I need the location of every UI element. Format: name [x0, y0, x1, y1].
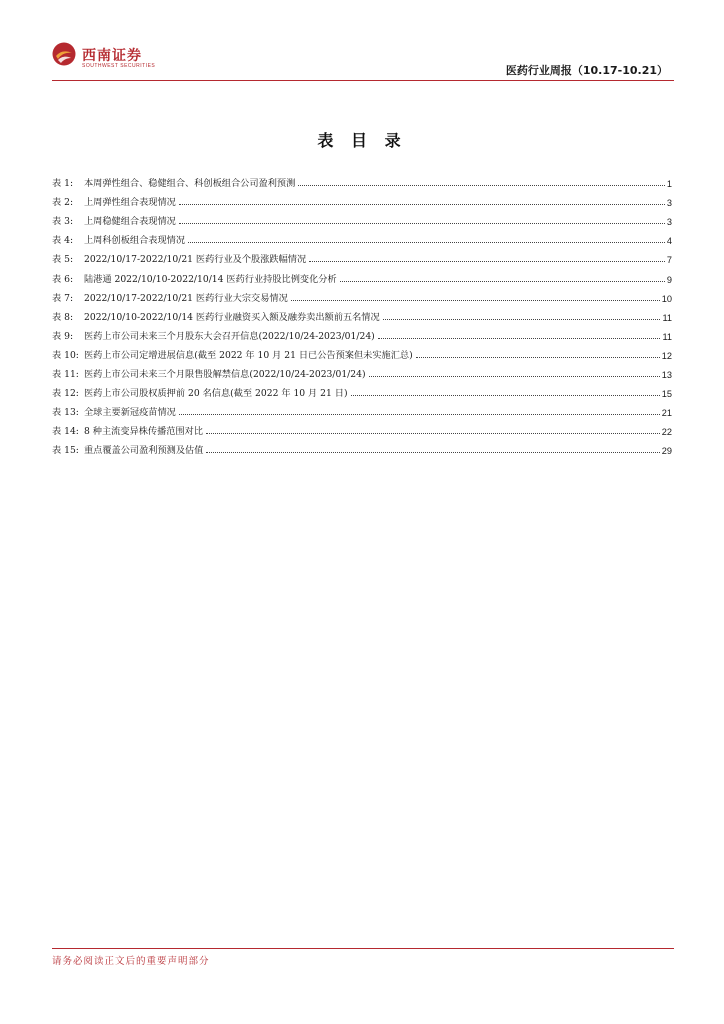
toc-entry-number: 表 6:: [52, 273, 74, 285]
toc-entry-label: [52, 309, 380, 323]
toc-leader-dots: [378, 338, 661, 339]
toc-entry[interactable]: [52, 399, 672, 418]
toc-leader-dots: [291, 300, 660, 301]
toc-entry-page: 22: [661, 427, 672, 438]
toc-entry-title: 2022/10/17-2022/10/21 医药行业及个股涨跌幅情况: [84, 254, 307, 266]
toc-entry[interactable]: [52, 304, 672, 323]
toc-entry-page: 11: [662, 331, 672, 342]
toc-leader-dots: [416, 357, 660, 358]
toc-leader-dots: [179, 204, 665, 205]
table-of-tables: [52, 170, 672, 456]
toc-entry-page: 7: [666, 255, 672, 266]
toc-entry[interactable]: [52, 208, 672, 227]
toc-entry-title: 2022/10/10-2022/10/14 医药行业融资买入额及融券卖出额前五名情况: [84, 311, 380, 323]
footer-disclaimer: 请务必阅读正文后的重要声明部分: [52, 956, 210, 967]
toc-entry[interactable]: [52, 342, 672, 361]
toc-entry-title: 重点覆盖公司盈利预测及估值: [84, 445, 204, 457]
toc-entry-page: 3: [666, 217, 672, 228]
toc-entry-label: [52, 366, 366, 380]
toc-entry-number: 表 1:: [52, 178, 74, 190]
toc-entry[interactable]: [52, 380, 672, 399]
toc-entry-number: 表 4:: [52, 235, 74, 247]
toc-entry-title: 医药上市公司未来三个月股东大会召开信息(2022/10/24-2023/01/24): [84, 330, 375, 342]
report-title: 医药行业周报（10.17-10.21）: [505, 64, 668, 77]
toc-entry-number: 表 11:: [52, 369, 79, 381]
footer-divider: [52, 948, 674, 949]
toc-entry-label: [52, 423, 203, 437]
toc-entry-number: 表 9:: [52, 330, 74, 342]
toc-entry-title: 2022/10/17-2022/10/21 医药行业大宗交易情况: [84, 292, 288, 304]
toc-leader-dots: [369, 376, 660, 377]
toc-entry[interactable]: [52, 437, 672, 456]
toc-leader-dots: [351, 395, 660, 396]
toc-entry-label: [52, 328, 375, 342]
toc-entry-title: 8 种主流变异株传播范围对比: [84, 426, 204, 438]
toc-entry[interactable]: [52, 418, 672, 437]
toc-heading: 表 目 录: [317, 131, 407, 150]
toc-entry-page: 21: [661, 408, 672, 419]
toc-entry-number: 表 2:: [52, 197, 74, 209]
toc-leader-dots: [298, 185, 665, 186]
toc-entry-page: 4: [666, 236, 672, 247]
toc-entry[interactable]: [52, 361, 672, 380]
toc-entry-title: 医药上市公司股权质押前 20 名信息(截至 2022 年 10 月 21 日): [84, 388, 348, 400]
toc-entry[interactable]: [52, 285, 672, 304]
toc-entry-label: [52, 385, 348, 399]
toc-entry-title: 医药上市公司未来三个月限售股解禁信息(2022/10/24-2023/01/24): [84, 369, 366, 381]
page-header: [0, 0, 724, 82]
toc-entry-label: [52, 194, 176, 208]
toc-leader-dots: [179, 414, 660, 415]
toc-entry-page: 13: [661, 370, 672, 381]
toc-entry-label: [52, 442, 203, 456]
toc-entry-page: 12: [661, 350, 672, 361]
toc-entry-number: 表 14:: [52, 426, 79, 438]
brand-name: 西南证券: [82, 48, 142, 64]
toc-leader-dots: [309, 261, 665, 262]
toc-entry-label: [52, 271, 337, 285]
brand-name-en: SOUTHWEST SECURITIES: [82, 63, 156, 69]
toc-entry[interactable]: [52, 323, 672, 342]
toc-entry-label: [52, 175, 295, 189]
toc-entry-number: 表 10:: [52, 349, 79, 361]
toc-entry-number: 表 3:: [52, 216, 74, 228]
toc-entry-page: 29: [661, 446, 672, 457]
toc-leader-dots: [179, 223, 665, 224]
toc-entry[interactable]: [52, 265, 672, 284]
toc-entry-number: 表 15:: [52, 445, 79, 457]
toc-entry[interactable]: [52, 170, 672, 189]
toc-entry-number: 表 7:: [52, 292, 74, 304]
brand-logo: [52, 42, 156, 74]
toc-entry-label: [52, 232, 185, 246]
toc-entry-page: 10: [661, 293, 672, 304]
toc-leader-dots: [206, 452, 659, 453]
toc-entry[interactable]: [52, 189, 672, 208]
toc-entry-label: [52, 347, 413, 361]
toc-entry-number: 表 5:: [52, 254, 74, 266]
toc-entry-label: [52, 290, 288, 304]
toc-entry-label: [52, 251, 306, 265]
toc-entry-title: 上周弹性组合表现情况: [84, 197, 176, 209]
toc-entry-title: 医药上市公司定增进展信息(截至 2022 年 10 月 21 日已公告预案但未实施汇总): [84, 349, 413, 361]
header-divider: [52, 80, 674, 81]
toc-entry-page: 1: [666, 179, 672, 190]
toc-entry-title: 上周科创板组合表现情况: [84, 235, 186, 247]
toc-entry-label: [52, 213, 176, 227]
toc-entry-number: 表 8:: [52, 311, 74, 323]
toc-entry-title: 陆港通 2022/10/10-2022/10/14 医药行业持股比例变化分析: [84, 273, 337, 285]
toc-leader-dots: [188, 242, 665, 243]
toc-entry[interactable]: [52, 246, 672, 265]
toc-entry-label: [52, 404, 176, 418]
toc-entry-page: 15: [661, 389, 672, 400]
toc-leader-dots: [383, 319, 661, 320]
toc-entry-title: 本周弹性组合、稳健组合、科创板组合公司盈利预测: [84, 178, 296, 190]
toc-leader-dots: [340, 281, 665, 282]
toc-entry-page: 9: [666, 274, 672, 285]
brand-emblem-icon: [52, 42, 76, 66]
toc-entry-title: 全球主要新冠疫苗情况: [84, 407, 176, 419]
toc-entry-number: 表 12:: [52, 388, 79, 400]
toc-leader-dots: [206, 433, 660, 434]
toc-entry-number: 表 13:: [52, 407, 79, 419]
toc-entry[interactable]: [52, 227, 672, 246]
toc-entry-title: 上周稳健组合表现情况: [84, 216, 176, 228]
toc-entry-page: 11: [662, 312, 672, 323]
toc-entry-page: 3: [666, 198, 672, 209]
